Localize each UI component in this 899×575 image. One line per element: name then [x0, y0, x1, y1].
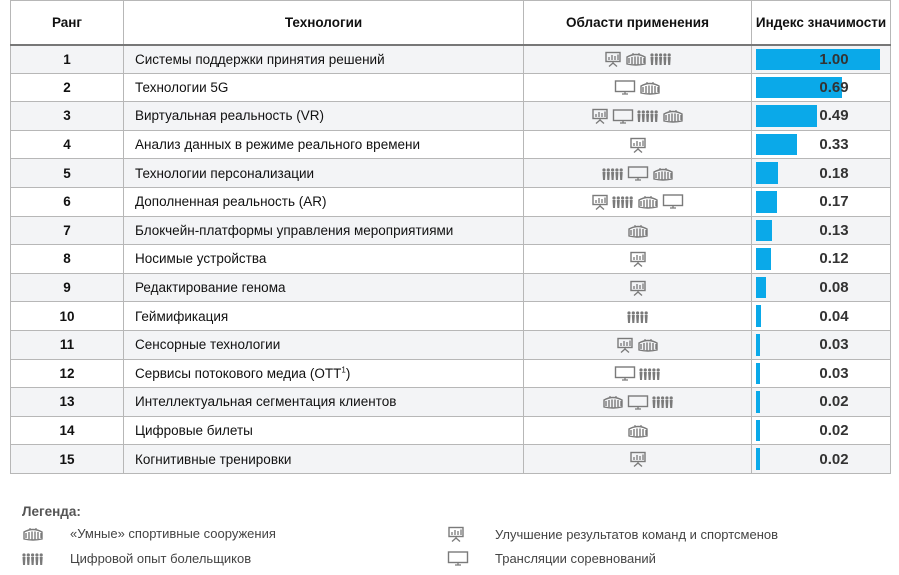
presentation-board-icon — [604, 51, 622, 67]
technology-name: Цифровые билеты — [135, 423, 253, 439]
areas-cell — [524, 302, 752, 331]
technology-cell — [124, 45, 524, 74]
header-areas: Области применения — [524, 1, 752, 45]
area-icons — [614, 366, 661, 381]
stadium-icon — [602, 395, 624, 409]
crowd-icon — [612, 195, 634, 209]
table-row — [11, 388, 891, 417]
legend-label-broadcast: Трансляции соревнований — [495, 551, 656, 566]
areas-cell — [524, 187, 752, 216]
technology-name: Геймификация — [135, 308, 229, 324]
index-cell — [752, 102, 891, 131]
index-value: 0.04 — [819, 307, 849, 325]
index-cell — [752, 445, 891, 474]
index-cell — [752, 73, 891, 102]
monitor-icon — [614, 366, 636, 381]
table-row — [11, 73, 891, 102]
stadium-icon — [10, 527, 70, 541]
presentation-board-icon — [629, 280, 647, 296]
table-row — [11, 445, 891, 474]
legend-label-fans: Цифровой опыт болельщиков — [70, 551, 252, 566]
rank-cell: 14 — [11, 416, 124, 445]
technology-name: Сенсорные технологии — [135, 337, 281, 353]
crowd-icon — [637, 109, 659, 123]
areas-cell — [524, 159, 752, 188]
index-value: 0.33 — [819, 136, 849, 154]
area-icons — [591, 108, 684, 124]
areas-cell — [524, 245, 752, 274]
legend-item-broadcast — [435, 551, 656, 566]
areas-cell — [524, 216, 752, 245]
technology-name: Сервисы потокового медиа (OTT — [135, 365, 342, 381]
crowd-icon — [10, 552, 70, 566]
index-value: 0.13 — [819, 221, 849, 239]
areas-cell — [524, 273, 752, 302]
presentation-board-icon — [629, 451, 647, 467]
technology-cell — [124, 216, 524, 245]
rank-cell: 8 — [11, 245, 124, 274]
legend-label-venue: «Умные» спортивные сооружения — [70, 526, 276, 541]
index-value: 0.03 — [819, 336, 849, 354]
technology-name: Дополненная реальность (AR) — [135, 194, 327, 210]
index-cell — [752, 416, 891, 445]
technology-cell — [124, 359, 524, 388]
technology-cell — [124, 102, 524, 131]
table-row — [11, 302, 891, 331]
technology-cell — [124, 388, 524, 417]
monitor-icon — [627, 395, 649, 410]
stadium-icon — [627, 224, 649, 238]
technology-name: Системы поддержки принятия решений — [135, 51, 385, 67]
presentation-board-icon — [629, 251, 647, 267]
area-icons — [604, 51, 672, 67]
stadium-icon — [639, 81, 661, 95]
technology-cell — [124, 130, 524, 159]
rank-cell: 7 — [11, 216, 124, 245]
rank-cell: 15 — [11, 445, 124, 474]
index-value: 0.49 — [819, 107, 849, 125]
index-cell — [752, 45, 891, 74]
stadium-icon — [637, 195, 659, 209]
area-icons — [627, 224, 649, 238]
legend-item-venue — [10, 526, 276, 541]
legend — [10, 498, 890, 575]
crowd-icon — [650, 52, 672, 66]
crowd-icon — [602, 167, 624, 181]
technology-name: Интеллектуальная сегментация клиентов — [135, 394, 397, 410]
index-value: 1.00 — [819, 50, 849, 68]
stadium-icon — [662, 109, 684, 123]
technology-cell — [124, 302, 524, 331]
technology-name: Редактирование генома — [135, 280, 286, 296]
technology-cell — [124, 73, 524, 102]
table-row — [11, 102, 891, 131]
index-value: 0.02 — [819, 450, 849, 468]
technology-name: Технологии персонализации — [135, 165, 315, 181]
presentation-board-icon — [591, 194, 609, 210]
technology-cell — [124, 330, 524, 359]
table-row — [11, 359, 891, 388]
header-index: Индекс значимости — [752, 1, 891, 45]
table-row — [11, 416, 891, 445]
technology-name: Когнитивные тренировки — [135, 451, 292, 467]
header-tech: Технологии — [124, 1, 524, 45]
stadium-icon — [625, 52, 647, 66]
area-icons — [602, 166, 674, 181]
area-icons — [629, 137, 647, 153]
areas-cell — [524, 130, 752, 159]
index-value: 0.17 — [819, 193, 849, 211]
index-cell — [752, 273, 891, 302]
rank-cell: 12 — [11, 359, 124, 388]
table-row — [11, 245, 891, 274]
crowd-icon — [652, 395, 674, 409]
technology-name: Блокчейн-платформы управления мероприятиями — [135, 222, 454, 238]
areas-cell — [524, 102, 752, 131]
header-row — [11, 1, 891, 45]
area-icons — [629, 280, 647, 296]
technology-cell — [124, 445, 524, 474]
area-icons — [629, 251, 647, 267]
rank-cell: 4 — [11, 130, 124, 159]
index-value: 0.08 — [819, 279, 849, 297]
index-cell — [752, 359, 891, 388]
legend-item-fans — [10, 551, 251, 566]
index-cell — [752, 330, 891, 359]
monitor-icon — [614, 80, 636, 95]
technology-ranking-table — [10, 0, 891, 474]
rank-cell: 3 — [11, 102, 124, 131]
index-value: 0.18 — [819, 164, 849, 182]
technology-name: Анализ данных в режиме реального времени — [135, 137, 420, 153]
areas-cell — [524, 445, 752, 474]
legend-label-teams: Улучшение результатов команд и спортсменов — [495, 526, 779, 542]
technology-name: Виртуальная реальность (VR) — [135, 108, 324, 124]
rank-cell: 9 — [11, 273, 124, 302]
technology-name: Технологии 5G — [135, 79, 229, 95]
rank-cell: 6 — [11, 187, 124, 216]
presentation-board-icon — [435, 526, 495, 542]
areas-cell — [524, 73, 752, 102]
index-cell — [752, 216, 891, 245]
areas-cell — [524, 388, 752, 417]
technology-cell — [124, 416, 524, 445]
index-cell — [752, 187, 891, 216]
index-cell — [752, 245, 891, 274]
monitor-icon — [662, 194, 684, 209]
table-row — [11, 159, 891, 188]
presentation-board-icon — [616, 337, 634, 353]
table-row — [11, 273, 891, 302]
area-icons — [616, 337, 659, 353]
rank-cell: 5 — [11, 159, 124, 188]
index-cell — [752, 388, 891, 417]
index-cell — [752, 302, 891, 331]
index-cell — [752, 159, 891, 188]
legend-title: Легенда: — [22, 504, 81, 519]
stadium-icon — [637, 338, 659, 352]
presentation-board-icon — [629, 137, 647, 153]
stadium-icon — [652, 167, 674, 181]
index-value: 0.12 — [819, 250, 849, 268]
rank-cell: 1 — [11, 45, 124, 74]
technology-name: Носимые устройства — [135, 251, 267, 267]
crowd-icon — [639, 367, 661, 381]
rank-cell: 2 — [11, 73, 124, 102]
areas-cell — [524, 45, 752, 74]
index-value: 0.02 — [819, 422, 849, 440]
table-row — [11, 330, 891, 359]
header-rank: Ранг — [11, 1, 124, 45]
table-row — [11, 187, 891, 216]
table-row — [11, 130, 891, 159]
footnote-marker: 1 — [341, 365, 346, 375]
index-cell — [752, 130, 891, 159]
area-icons — [602, 395, 674, 410]
table-row — [11, 45, 891, 74]
technology-cell — [124, 159, 524, 188]
stadium-icon — [627, 424, 649, 438]
area-icons — [591, 194, 684, 210]
monitor-icon — [435, 551, 495, 566]
monitor-icon — [612, 109, 634, 124]
technology-name-suffix: ) — [345, 365, 351, 381]
areas-cell — [524, 330, 752, 359]
index-value: 0.03 — [819, 364, 849, 382]
areas-cell — [524, 416, 752, 445]
monitor-icon — [627, 166, 649, 181]
rank-cell: 11 — [11, 330, 124, 359]
area-icons — [629, 451, 647, 467]
presentation-board-icon — [591, 108, 609, 124]
crowd-icon — [627, 310, 649, 324]
legend-item-teams — [435, 526, 778, 542]
index-value: 0.02 — [819, 393, 849, 411]
technology-cell — [124, 245, 524, 274]
area-icons — [614, 80, 661, 95]
rank-cell: 10 — [11, 302, 124, 331]
area-icons — [627, 310, 649, 324]
index-value: 0.69 — [819, 78, 849, 96]
rank-cell: 13 — [11, 388, 124, 417]
table-row — [11, 216, 891, 245]
technology-cell — [124, 273, 524, 302]
areas-cell — [524, 359, 752, 388]
technology-cell — [124, 187, 524, 216]
area-icons — [627, 424, 649, 438]
